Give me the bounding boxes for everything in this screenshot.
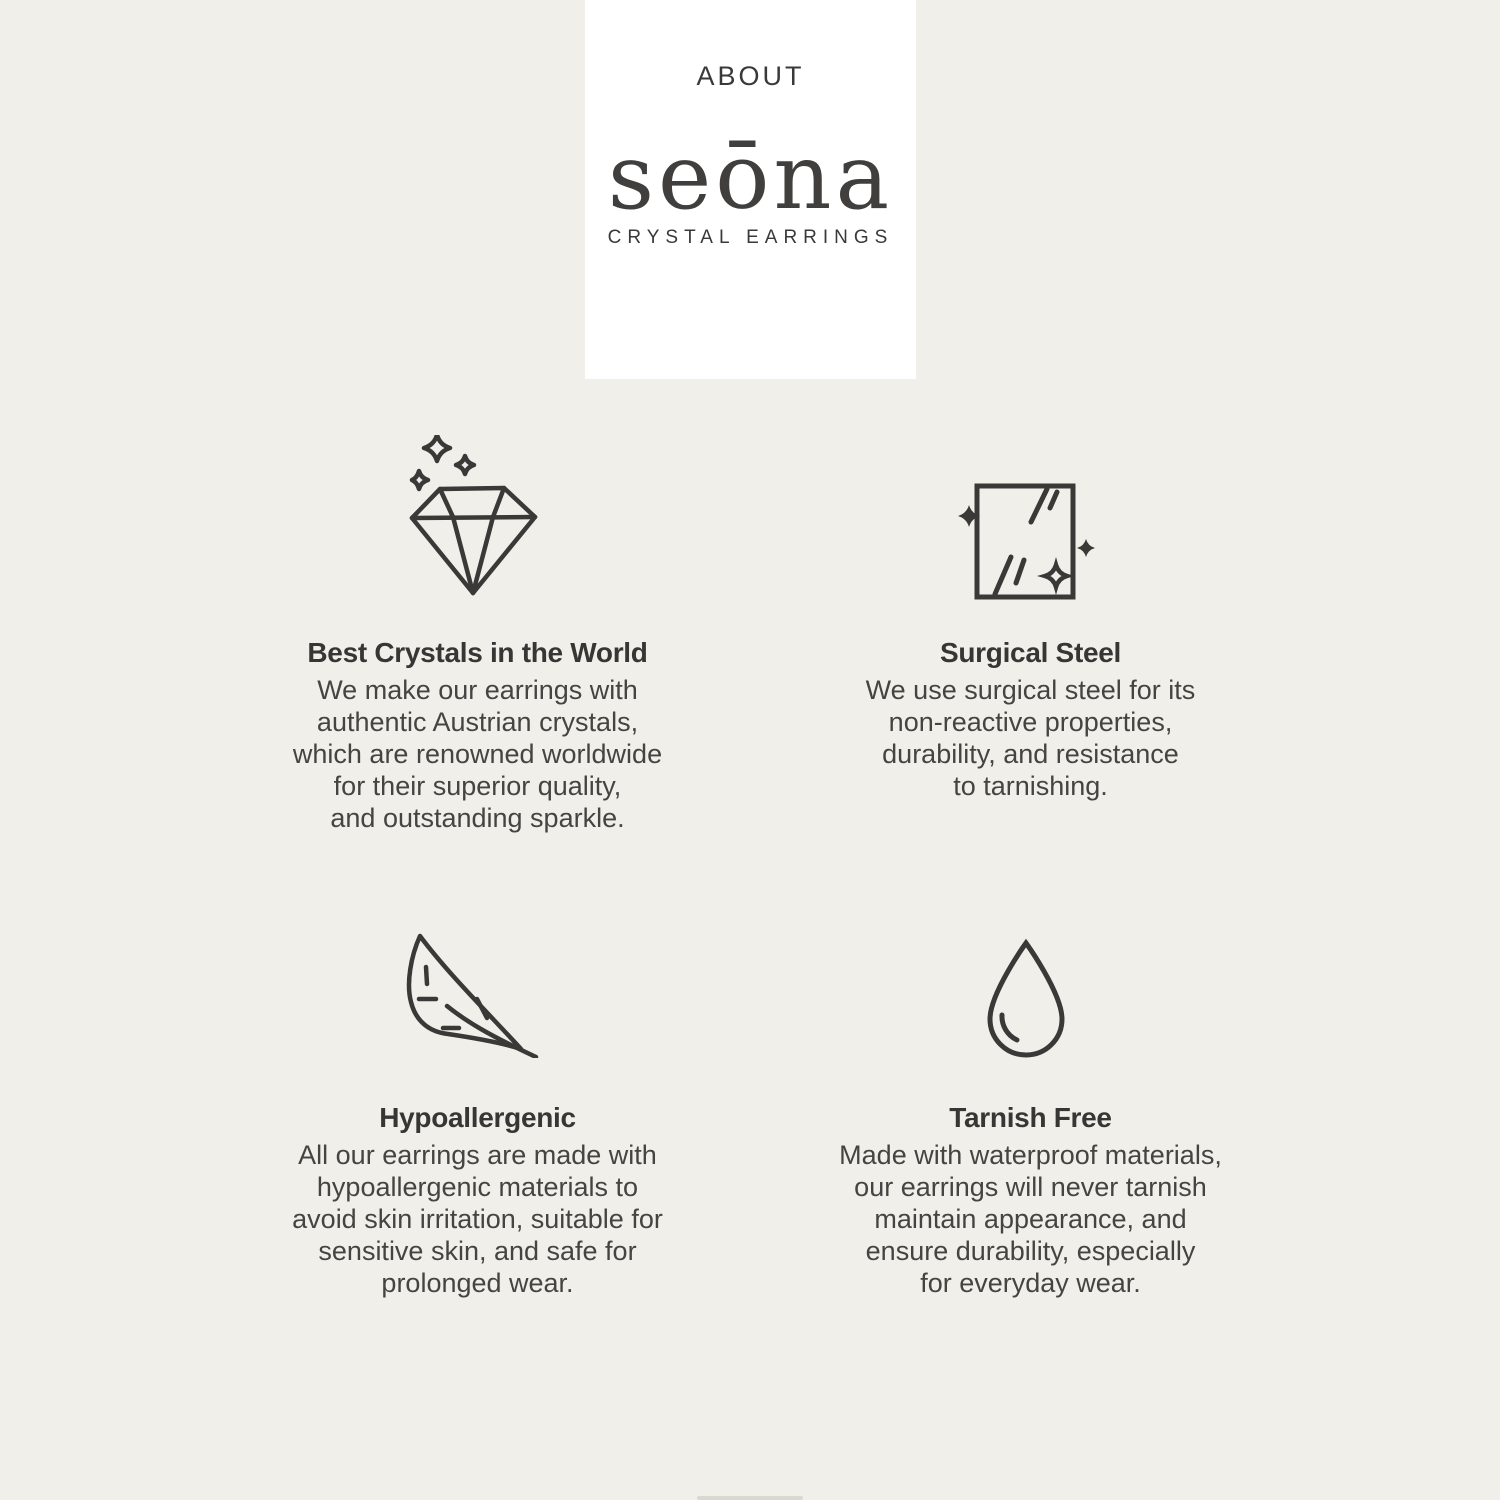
feature-card xyxy=(808,1101,1253,1299)
feature-title: Tarnish Free xyxy=(949,1102,1112,1133)
feather-icon xyxy=(403,933,540,1058)
feature-card xyxy=(255,636,700,834)
feature-title: Best Crystals in the World xyxy=(307,637,648,668)
brand-tagline: CRYSTAL EARRINGS xyxy=(607,227,894,248)
header-card xyxy=(585,0,916,379)
feature-title: Surgical Steel xyxy=(940,637,1121,668)
feature-description: All our earrings are made with hypoallergenic materials to avoid skin irritation, suitable for sensitive skin, and safe for prolonged wear. xyxy=(292,1140,663,1298)
diamond-sparkles-icon xyxy=(405,435,545,597)
water-drop-icon xyxy=(985,938,1065,1060)
section-label: ABOUT xyxy=(696,61,805,91)
feature-card xyxy=(808,636,1253,802)
feature-description: We make our earrings with authentic Austrian crystals, which are renowned worldwide for their superior quality, and outstanding sparkle. xyxy=(292,675,663,833)
feature-description: We use surgical steel for its non-reactive properties, durability, and resistance to tarnishing. xyxy=(865,675,1196,801)
mirror-sparkle-icon xyxy=(955,480,1097,600)
brand-logo: seōna xyxy=(607,125,894,230)
bottom-edge-artifact xyxy=(697,1496,803,1500)
feature-description: Made with waterproof materials, our earrings will never tarnish maintain appearance, and ensure durability, especially for everyday wear. xyxy=(839,1140,1222,1298)
feature-card xyxy=(255,1101,700,1299)
feature-title: Hypoallergenic xyxy=(379,1102,576,1133)
